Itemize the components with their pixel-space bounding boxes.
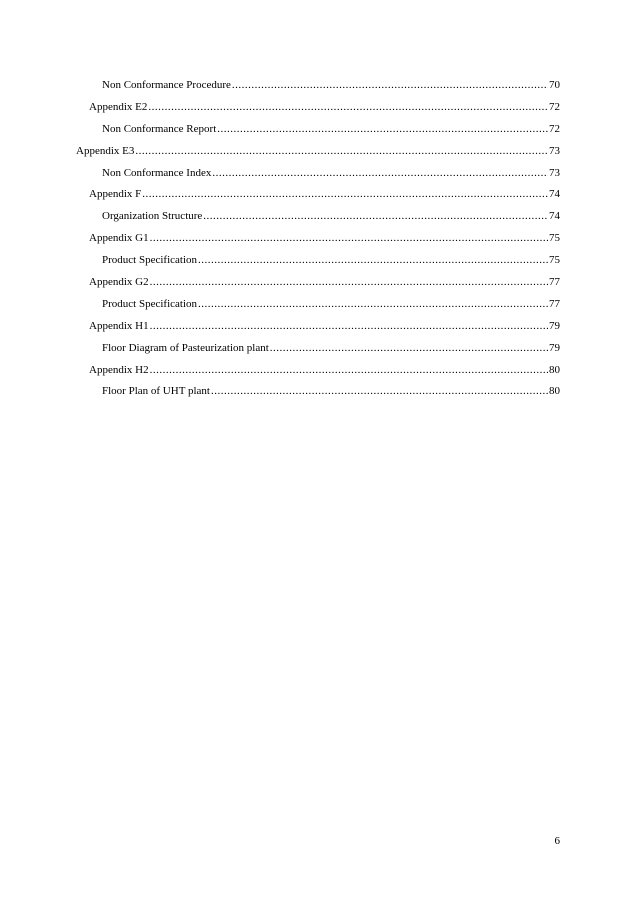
toc-entry[interactable] <box>76 316 560 338</box>
dot-leader <box>198 294 548 316</box>
toc-entry-title: Appendix F <box>89 188 142 201</box>
toc-entry[interactable] <box>76 228 560 250</box>
toc-entry[interactable] <box>76 250 560 272</box>
toc-entry-page: 73 <box>549 166 560 179</box>
toc-entry-title: Floor Plan of UHT plant <box>102 385 210 398</box>
toc-entry-title: Appendix G1 <box>89 232 149 245</box>
toc-entry[interactable] <box>76 141 560 163</box>
toc-entry[interactable] <box>76 294 560 316</box>
toc-entry[interactable] <box>76 119 560 141</box>
dot-leader <box>212 163 548 185</box>
dot-leader <box>203 206 548 228</box>
toc-entry[interactable] <box>76 381 560 403</box>
toc-entry-title: Appendix G2 <box>89 276 149 289</box>
toc-entry-page: 80 <box>549 385 560 398</box>
dot-leader <box>217 119 548 141</box>
toc-entry[interactable] <box>76 163 560 185</box>
toc-entry-page: 80 <box>549 363 560 376</box>
toc-entry[interactable] <box>76 206 560 228</box>
page-number: 6 <box>554 835 560 847</box>
toc-entry-title: Non Conformance Index <box>102 166 212 179</box>
dot-leader <box>150 228 548 250</box>
toc-entry-page: 74 <box>549 210 560 223</box>
dot-leader <box>135 141 548 163</box>
toc-entry-title: Product Specification <box>102 297 198 310</box>
toc-entry[interactable] <box>76 75 560 97</box>
toc-entry-title: Appendix H2 <box>89 363 149 376</box>
toc-entry-title: Appendix E3 <box>76 144 135 157</box>
toc-entry-title: Non Conformance Procedure <box>102 79 231 91</box>
dot-leader <box>211 381 548 403</box>
toc-entry-page: 72 <box>549 122 560 135</box>
dot-leader <box>198 250 548 272</box>
toc-entry-title: Appendix H1 <box>89 319 149 332</box>
toc-entry-page: 73 <box>549 144 560 157</box>
toc-entry-title: Floor Diagram of Pasteurization plant <box>102 341 269 354</box>
toc-entry-page: 75 <box>549 254 560 267</box>
toc-entry-title: Organization Structure <box>102 210 203 223</box>
toc-entry-page: 79 <box>549 341 560 354</box>
toc-entry-page: 79 <box>549 319 560 332</box>
dot-leader <box>150 272 548 294</box>
dot-leader <box>148 97 548 119</box>
toc-entry-title: Appendix E2 <box>89 100 148 113</box>
toc-entry-page: 72 <box>549 100 560 113</box>
dot-leader <box>232 75 548 97</box>
toc-entry[interactable] <box>76 272 560 294</box>
dot-leader <box>142 184 548 206</box>
toc-entry-page: 70 <box>549 79 560 91</box>
toc-entry-page: 74 <box>549 188 560 201</box>
toc-entry[interactable] <box>76 338 560 360</box>
toc-entry-page: 77 <box>549 297 560 310</box>
dot-leader <box>150 360 548 382</box>
dot-leader <box>150 316 548 338</box>
toc-entry-title: Product Specification <box>102 254 198 267</box>
toc-entry-page: 77 <box>549 276 560 289</box>
toc-entry-title: Non Conformance Report <box>102 122 217 135</box>
toc-entry[interactable] <box>76 360 560 382</box>
toc-entry-page: 75 <box>549 232 560 245</box>
toc-entry[interactable] <box>76 97 560 119</box>
toc-entry[interactable] <box>76 184 560 206</box>
dot-leader <box>270 338 548 360</box>
table-of-contents <box>76 75 560 403</box>
